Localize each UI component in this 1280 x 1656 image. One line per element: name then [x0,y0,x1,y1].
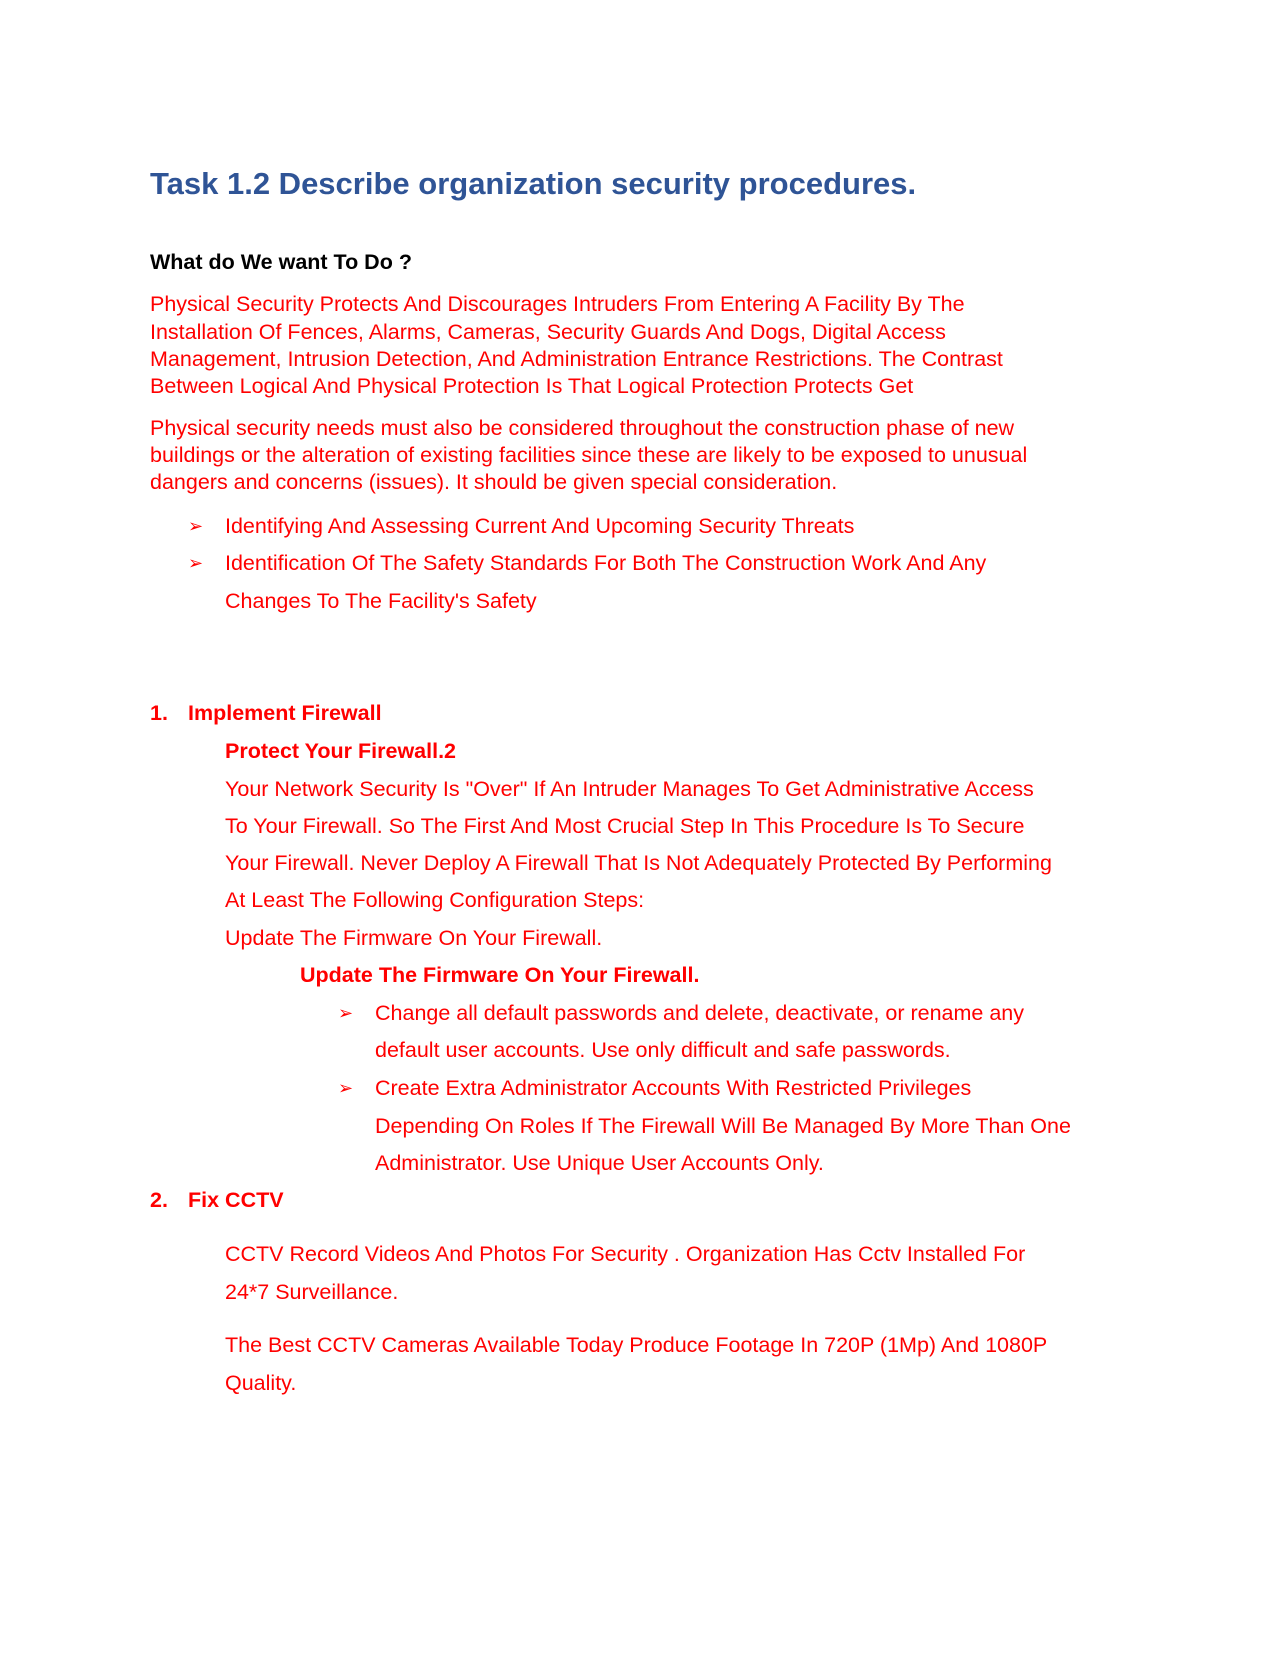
paragraph-line: Update The Firmware On Your Firewall. [225,926,603,950]
bullet-item: Identification Of The Safety Standards For Both The Construction Work And Any [225,551,987,575]
page-title: Task 1.2 Describe organization security procedures. [150,166,917,201]
paragraph-line: Physical security needs must also be considered throughout the construction phase of new [150,416,1015,440]
bullet-item: Identifying And Assessing Current And Upcoming Security Threats [225,514,855,538]
list-heading: Implement Firewall [188,701,382,725]
arrow-bullet-icon: ➢ [188,516,204,536]
bullet-item: Depending On Roles If The Firewall Will Be Managed By More Than One [375,1114,1071,1138]
arrow-bullet-icon: ➢ [338,1078,354,1098]
paragraph-line: Management, Intrusion Detection, And Administration Entrance Restrictions. The Contrast [150,347,1003,371]
paragraph-line: Your Network Security Is "Over" If An Intruder Manages To Get Administrative Access [225,777,1034,801]
list-number: 2. [150,1188,168,1212]
paragraph-line: At Least The Following Configuration Steps: [225,888,645,912]
paragraph-line: The Best CCTV Cameras Available Today Produce Footage In 720P (1Mp) And 1080P [225,1333,1048,1357]
paragraph-line: CCTV Record Videos And Photos For Security . Organization Has Cctv Installed For [225,1242,1026,1266]
bullet-item: Change all default passwords and delete, deactivate, or rename any [375,1001,1024,1025]
paragraph-line: To Your Firewall. So The First And Most Crucial Step In This Procedure Is To Secure [225,814,1025,838]
section-subheading: What do We want To Do ? [150,250,412,274]
subheading: Protect Your Firewall.2 [225,739,456,763]
arrow-bullet-icon: ➢ [338,1003,354,1023]
paragraph-line: Quality. [225,1371,297,1395]
paragraph-line: dangers and concerns (issues). It should be given special consideration. [150,470,838,494]
paragraph-line: Physical Security Protects And Discourages Intruders From Entering A Facility By The [150,292,965,316]
paragraph-line: Your Firewall. Never Deploy A Firewall That Is Not Adequately Protected By Performing [225,851,1052,875]
paragraph-line: Installation Of Fences, Alarms, Cameras, Security Guards And Dogs, Digital Access [150,320,946,344]
bullet-item: Administrator. Use Unique User Accounts Only. [375,1151,824,1175]
subheading: Update The Firmware On Your Firewall. [300,963,700,987]
list-number: 1. [150,701,168,725]
bullet-item: default user accounts. Use only difficult and safe passwords. [375,1038,951,1062]
bullet-item: Create Extra Administrator Accounts With Restricted Privileges [375,1076,972,1100]
bullet-item: Changes To The Facility's Safety [225,589,537,613]
paragraph-line: Between Logical And Physical Protection Is That Logical Protection Protects Get [150,374,914,398]
paragraph-line: 24*7 Surveillance. [225,1280,399,1304]
arrow-bullet-icon: ➢ [188,553,204,573]
paragraph-line: buildings or the alteration of existing facilities since these are likely to be exposed to unusual [150,443,1028,467]
list-heading: Fix CCTV [188,1188,284,1212]
